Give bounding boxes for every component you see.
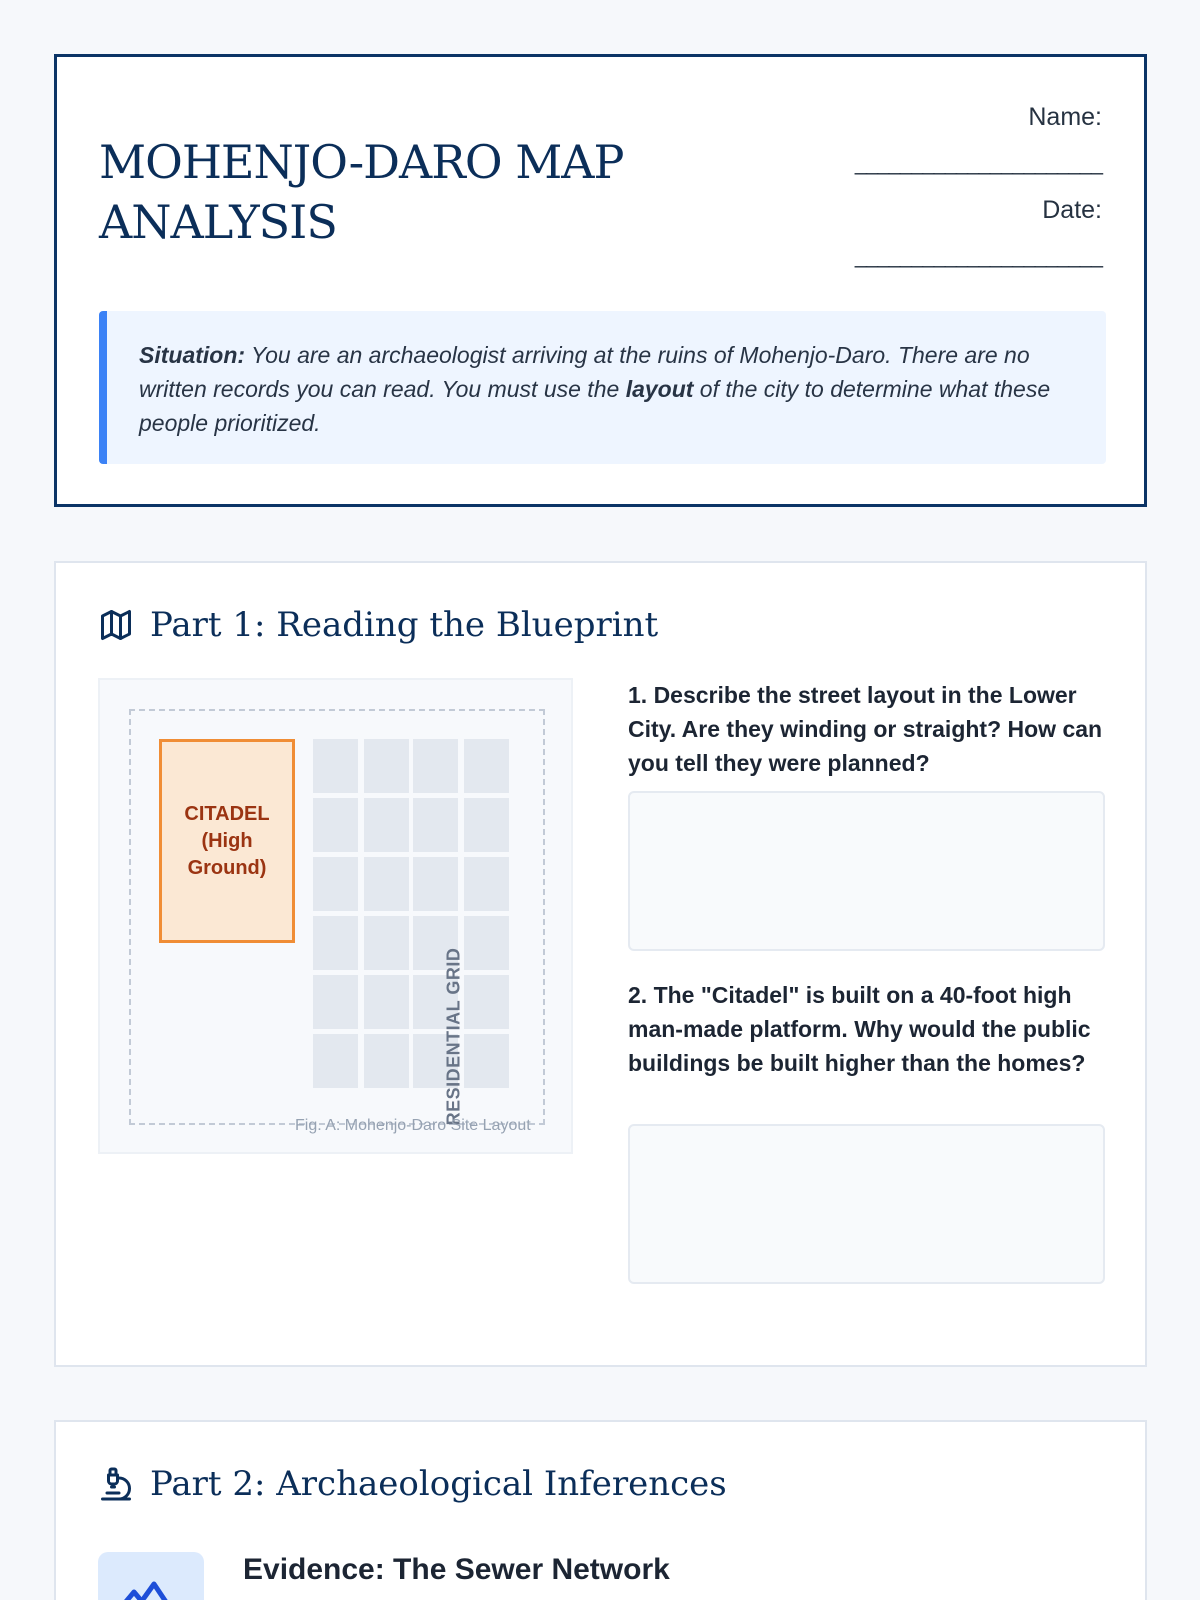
water-icon: [98, 1552, 204, 1600]
residential-label-wrap: [442, 946, 466, 1126]
residential-block: [413, 739, 458, 793]
part-2-section: [54, 1420, 1147, 1600]
residential-block: [364, 916, 409, 970]
residential-block: [413, 857, 458, 911]
date-field[interactable]: [855, 196, 1102, 269]
residential-block: [364, 739, 409, 793]
part-1-section: [54, 561, 1147, 1367]
situation-text-after: of the city to determine what these people prioritized.: [139, 376, 1051, 436]
residential-block: [464, 739, 509, 793]
situation-lead: Situation:: [139, 342, 246, 368]
part-2-heading: [98, 1464, 727, 1504]
residential-block: [364, 975, 409, 1029]
name-line[interactable]: ______________________: [854, 150, 1102, 175]
date-label: Date:: [1042, 196, 1102, 224]
situation-callout: [99, 311, 1106, 464]
residential-block: [464, 1034, 509, 1088]
residential-block: [364, 798, 409, 852]
question-1: 1. Describe the street layout in the Lower City. Are they winding or straight? How can you tell they were planned?: [628, 682, 1103, 776]
residential-block: [464, 975, 509, 1029]
part-1-title: Part 1: Reading the Blueprint: [150, 605, 659, 645]
name-label: Name:: [1028, 103, 1102, 131]
residential-block: [464, 916, 509, 970]
residential-label: RESIDENTIAL GRID: [443, 947, 464, 1125]
residential-block: [313, 975, 358, 1029]
residential-block: [313, 857, 358, 911]
worksheet-header: [54, 54, 1147, 507]
citadel-block: [159, 739, 295, 943]
answer-box-2[interactable]: [628, 1124, 1105, 1284]
map-icon: [98, 607, 134, 643]
residential-block: [313, 1034, 358, 1088]
date-line[interactable]: ______________________: [854, 243, 1102, 268]
part-1-heading: [98, 605, 658, 645]
residential-block: [313, 798, 358, 852]
residential-block: [313, 916, 358, 970]
site-map-figure: [98, 678, 573, 1154]
evidence-title: Evidence: The Sewer Network: [243, 1553, 670, 1586]
residential-block: [464, 798, 509, 852]
name-field[interactable]: [855, 103, 1102, 176]
citadel-label: CITADEL (High Ground): [184, 802, 270, 879]
residential-block: [464, 857, 509, 911]
residential-block: [364, 1034, 409, 1088]
answer-box-1[interactable]: [628, 791, 1105, 951]
residential-block: [413, 798, 458, 852]
microscope-icon: [98, 1466, 134, 1502]
evidence-icon-tile: [98, 1552, 204, 1600]
question-2: 2. The "Citadel" is built on a 40-foot high man-made platform. Why would the public buildings be built higher than the homes?: [628, 982, 1091, 1076]
page-title: MOHENJO-DARO MAP ANALYSIS: [99, 135, 624, 249]
residential-block: [364, 857, 409, 911]
residential-block: [313, 739, 358, 793]
situation-emphasis: layout: [625, 376, 694, 402]
figure-caption: Fig. A: Mohenjo-Daro Site Layout: [295, 1117, 531, 1134]
part-2-title: Part 2: Archaeological Inferences: [150, 1464, 727, 1504]
situation-text-before: You are an archaeologist arriving at the ruins of Mohenjo-Daro. There are no written records you can read. You must use the: [139, 342, 1030, 402]
